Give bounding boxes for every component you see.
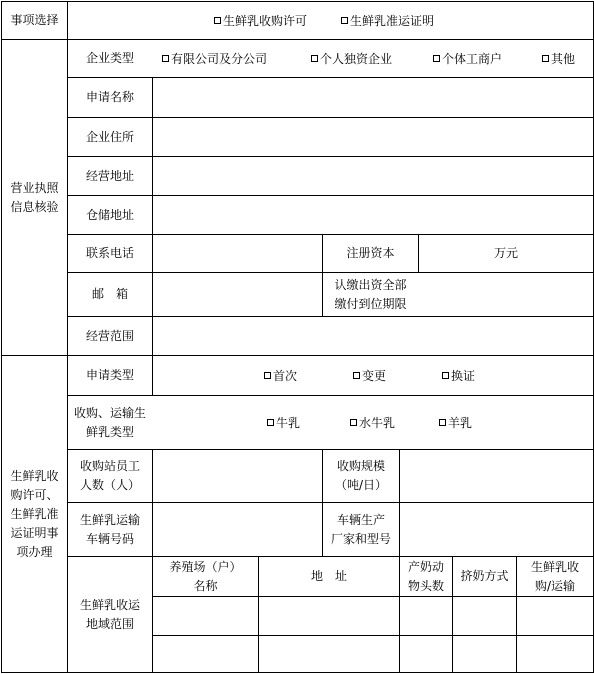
license-section-label: [2, 40, 67, 355]
option-renewal[interactable]: [442, 356, 475, 395]
vehicle-number-field[interactable]: [153, 503, 322, 556]
option-purchase-permit[interactable]: [214, 2, 307, 39]
option-label: 首次: [273, 369, 298, 383]
option-label: 有限公司及分公司: [171, 52, 268, 66]
license-label-line: 信息核验: [10, 199, 59, 214]
enterprise-address-label: 企业住所: [85, 129, 134, 144]
area-range-label: [68, 557, 152, 672]
animal-count-header: [400, 557, 452, 596]
checkbox-icon: [542, 55, 549, 62]
storage-address-label: 仓储地址: [85, 207, 134, 222]
option-label: 个体工商户: [442, 52, 503, 66]
area-table-cell[interactable]: [517, 636, 593, 672]
paid-deadline-field[interactable]: [419, 273, 593, 316]
checkbox-icon: [353, 372, 360, 379]
permit-label-line: 项办理: [16, 544, 53, 559]
checkbox-icon: [311, 55, 318, 62]
permit-label-line: 生鲜乳准: [10, 506, 59, 521]
option-goat-milk[interactable]: [439, 396, 472, 449]
area-label-line: 地域范围: [85, 616, 134, 631]
area-table-cell[interactable]: [453, 597, 516, 635]
farm-address-header: 地 址: [310, 569, 347, 583]
vehicle-maker-label: [323, 503, 399, 556]
milk-type-label: [68, 396, 152, 449]
item-selection-options: [68, 2, 593, 39]
area-table-cell[interactable]: [259, 636, 399, 672]
animals-header-line: 物头数: [407, 578, 444, 593]
milk-type-label-line: 鲜乳类型: [85, 424, 134, 439]
paid-label-line: 认缴出资全部: [334, 277, 407, 292]
grid-line: [1, 672, 593, 673]
permit-label-line: 运证明事: [10, 525, 59, 540]
area-table-cell[interactable]: [259, 597, 399, 635]
paid-deadline-label: [323, 273, 418, 316]
permit-label-line: 生鲜乳收: [10, 468, 59, 483]
business-scope-field[interactable]: [153, 317, 593, 355]
area-table-cell[interactable]: [400, 636, 452, 672]
phone-label: 联系电话: [85, 246, 134, 260]
staff-label-line: 收购站员工: [79, 459, 140, 473]
usage-header-line: 购/运输: [534, 578, 576, 593]
usage-header-line: 生鲜乳收: [530, 559, 579, 574]
capital-unit: 万元: [493, 246, 518, 260]
option-sole-proprietorship[interactable]: [311, 40, 392, 77]
option-other[interactable]: [542, 40, 575, 77]
enterprise-type-label: 企业类型: [85, 51, 134, 65]
apply-type-options: [153, 356, 593, 395]
option-label: 水牛乳: [359, 416, 396, 430]
maker-label-line: 厂家和型号: [330, 531, 391, 546]
vehicle-label-line: 车辆号码: [85, 531, 134, 546]
option-change[interactable]: [353, 356, 386, 395]
checkbox-icon: [264, 372, 271, 379]
vehicle-label-line: 生鲜乳运输: [79, 512, 140, 527]
option-label: 其他: [551, 52, 576, 66]
checkbox-icon: [350, 419, 357, 426]
purchase-scale-field[interactable]: [400, 450, 593, 502]
business-address-field[interactable]: [153, 157, 593, 195]
apply-type-label: 申请类型: [85, 368, 134, 382]
animals-header-line: 产奶动: [407, 559, 444, 574]
area-table-cell[interactable]: [153, 597, 258, 635]
area-label-line: 生鲜乳收运: [79, 597, 140, 612]
farm-name-header: [153, 557, 258, 596]
apply-name-field[interactable]: [153, 78, 593, 117]
checkbox-icon: [267, 419, 274, 426]
area-table-cell[interactable]: [453, 636, 516, 672]
storage-address-field[interactable]: [153, 196, 593, 234]
checkbox-icon: [341, 17, 348, 24]
staff-label-line: 人数（人）: [79, 478, 140, 492]
checkbox-icon: [214, 17, 221, 24]
area-table-cell[interactable]: [153, 636, 258, 672]
option-buffalo-milk[interactable]: [350, 396, 395, 449]
postcode-field[interactable]: [153, 273, 322, 316]
staff-count-field[interactable]: [153, 450, 322, 502]
area-table-cell[interactable]: [517, 597, 593, 635]
purchase-scale-label: [323, 450, 399, 502]
milk-type-label-line: 收购、运输生: [73, 405, 146, 420]
option-label: 生鲜乳收购许可: [223, 14, 308, 28]
milk-type-options: [153, 396, 593, 449]
option-label: 个人独资企业: [320, 52, 393, 66]
item-selection-label: 事项选择: [10, 13, 59, 27]
permit-section-label: [2, 356, 67, 672]
option-transport-permit[interactable]: [341, 2, 434, 39]
vehicle-number-label: [68, 503, 152, 556]
milking-method-header: 挤奶方式: [460, 569, 509, 583]
scale-label-line: 收购规模: [336, 459, 385, 473]
purchase-transport-header: [517, 557, 593, 596]
apply-name-label: 申请名称: [85, 90, 134, 104]
scale-label-line: （吨/日）: [334, 478, 388, 492]
option-label: 换证: [451, 369, 476, 383]
phone-field[interactable]: [153, 235, 322, 272]
option-first-time[interactable]: [264, 356, 297, 395]
farm-header-line: 养殖场（户）: [169, 559, 242, 574]
business-address-label: 经营地址: [85, 168, 134, 183]
option-limited-company[interactable]: [162, 40, 267, 77]
option-cow-milk[interactable]: [267, 396, 300, 449]
area-table-cell[interactable]: [400, 597, 452, 635]
capital-label: 注册资本: [346, 246, 395, 260]
option-individual-business[interactable]: [433, 40, 502, 77]
permit-label-line: 购许可、: [10, 487, 59, 502]
checkbox-icon: [162, 55, 169, 62]
option-label: 变更: [362, 369, 387, 383]
checkbox-icon: [433, 55, 440, 62]
option-label: 羊乳: [448, 416, 473, 430]
farm-header-line: 名称: [193, 578, 218, 593]
business-scope-label: 经营范围: [85, 328, 134, 343]
staff-count-label: [68, 450, 152, 502]
postcode-label: 邮 箱: [91, 287, 128, 301]
license-label-line: 营业执照: [10, 180, 59, 195]
option-label: 生鲜乳准运证明: [350, 14, 435, 28]
vehicle-maker-field[interactable]: [400, 503, 593, 556]
enterprise-address-field[interactable]: [153, 118, 593, 156]
checkbox-icon: [442, 372, 449, 379]
maker-label-line: 车辆生产: [336, 512, 385, 527]
option-label: 牛乳: [276, 416, 301, 430]
enterprise-type-options: [153, 40, 593, 77]
paid-label-line: 缴付到位期限: [334, 296, 407, 311]
checkbox-icon: [439, 419, 446, 426]
